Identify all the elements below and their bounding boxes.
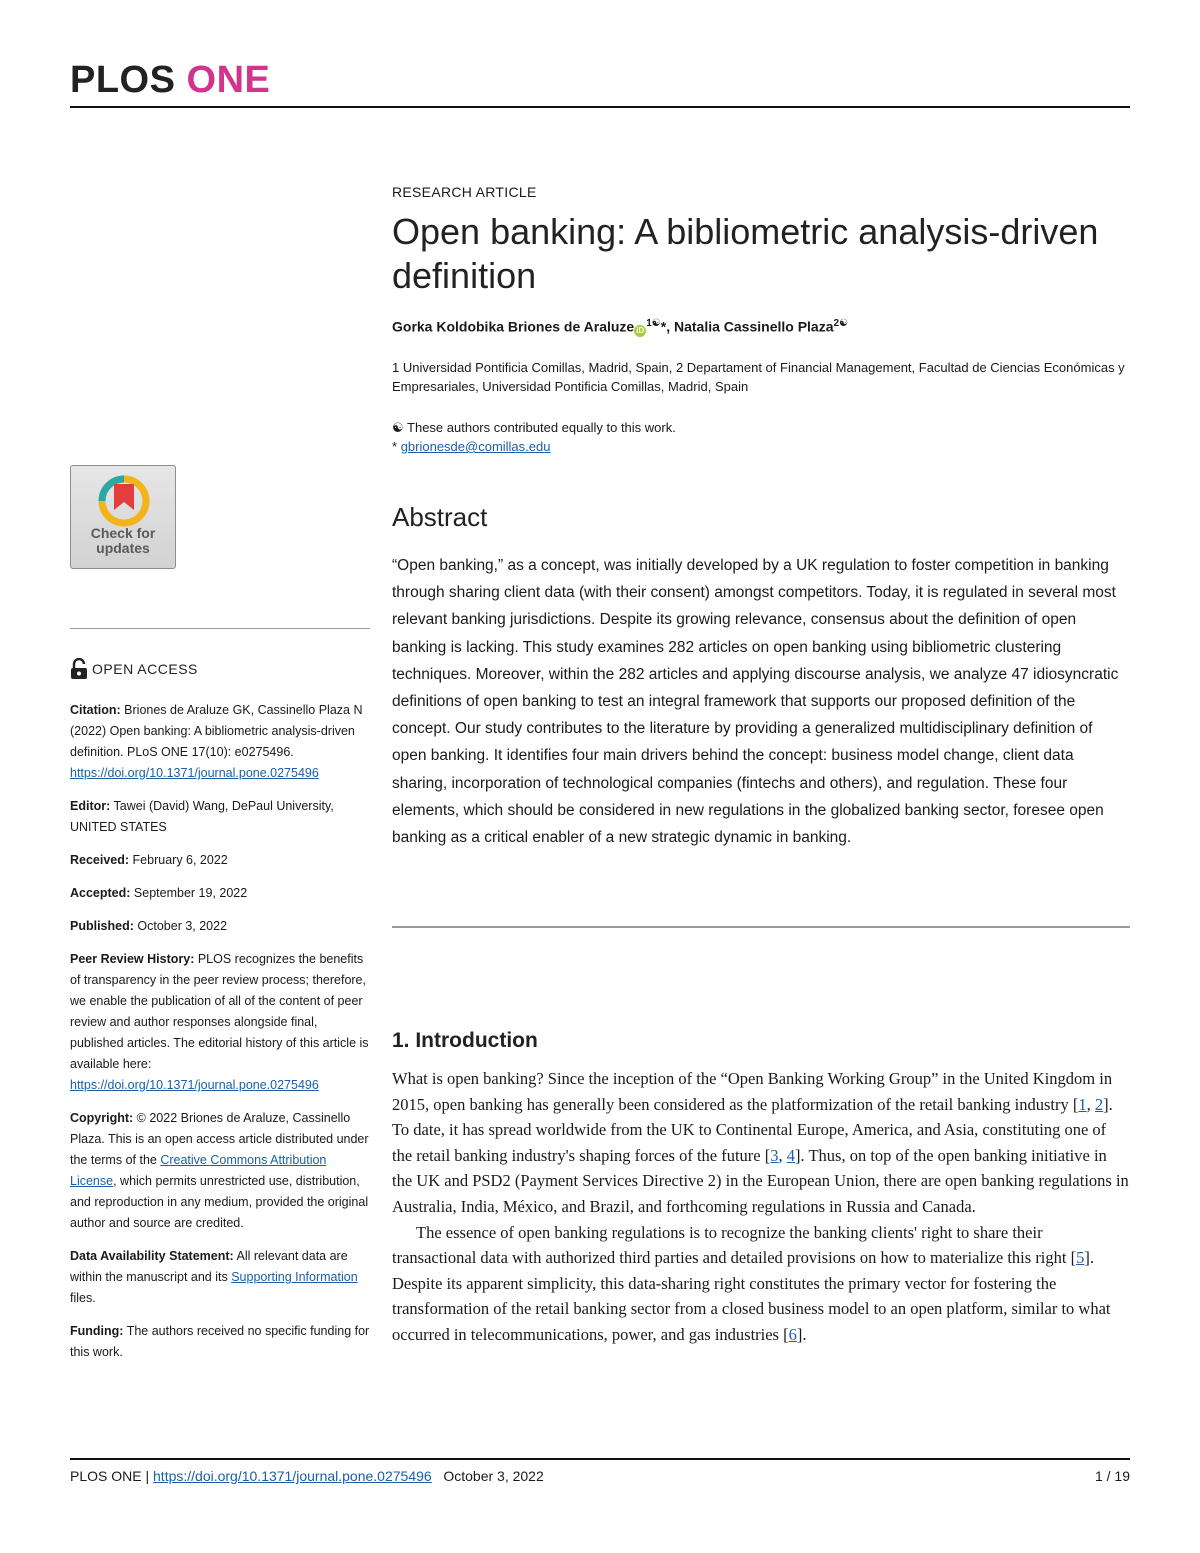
published-date: Published: October 3, 2022 bbox=[70, 919, 228, 933]
author-1[interactable]: Gorka Koldobika Briones de Araluze bbox=[392, 318, 635, 335]
equal-contribution-note: ☯ These authors contributed equally to this work. bbox=[392, 420, 676, 435]
article-title: Open banking: A bibliometric analysis-driven definition bbox=[392, 211, 1099, 296]
copyright: Copyright: © 2022 Briones de Araluze, Cassinello Plaza. This is an open access article distributed under the terms of the Creative Commons Attribution License, which permits unrestricted use, distribution, and reproduction in any medium, provided the original author and source are credited. bbox=[70, 1111, 369, 1230]
email-link[interactable]: gbrionesde@comillas.edu bbox=[400, 439, 551, 454]
ref-link[interactable]: 6 bbox=[788, 1324, 797, 1344]
header-divider bbox=[70, 106, 1130, 108]
corresponding-author: * gbrionesde@comillas.edu bbox=[392, 439, 551, 454]
ref-link[interactable]: 4 bbox=[786, 1145, 795, 1165]
footer-doi-link[interactable]: https://doi.org/10.1371/journal.pone.0275496 bbox=[153, 1468, 432, 1484]
logo-one: ONE bbox=[186, 59, 271, 101]
logo-plos: PLOS bbox=[70, 59, 176, 101]
introduction-heading: 1. Introduction bbox=[392, 1029, 538, 1052]
ref-link[interactable]: 5 bbox=[1076, 1248, 1085, 1268]
editor: Editor: Tawei (David) Wang, DePaul University, UNITED STATES bbox=[70, 799, 334, 834]
ref-link[interactable]: 1 bbox=[1078, 1094, 1087, 1114]
intro-paragraph-2: The essence of open banking regulations is to recognize the banking clients' right to share their transactional data with authorized third parties and detailed provisions on how to materialize this right [5]. Despite its apparent simplicity, this data-sharing right constitutes the primary vector for fostering the transformation of the retail banking sector from a closed business model to an open platform, similar to what occurred in telecommunications, power, and gas industries [6]. bbox=[392, 1222, 1111, 1344]
abstract-divider bbox=[392, 926, 1130, 928]
accepted-date: Accepted: September 19, 2022 bbox=[70, 886, 248, 900]
footer-divider bbox=[70, 1458, 1130, 1460]
abstract-heading: Abstract bbox=[392, 502, 488, 532]
citation-doi-link[interactable]: https://doi.org/10.1371/journal.pone.0275496 bbox=[70, 766, 319, 780]
supporting-information-link[interactable]: Supporting Information bbox=[231, 1270, 358, 1284]
page-footer: PLOS ONE | https://doi.org/10.1371/journal.pone.0275496 October 3, 2022 1 / 19 bbox=[70, 1468, 1130, 1484]
peer-review-history: Peer Review History: PLOS recognizes the benefits of transparency in the peer review process; therefore, we enable the publication of all of the content of peer review and author responses alongside final, published articles. The editorial history of this article is available here: https://doi.org/10.1371/journal.pone.0275496 bbox=[70, 952, 369, 1092]
check-for-updates-badge[interactable] bbox=[70, 465, 176, 569]
open-access-text: OPEN ACCESS bbox=[92, 661, 198, 677]
abstract-text: “Open banking,” as a concept, was initially developed by a UK regulation to foster competition in banking through sharing client data (with their consent) amongst competitors. Today, it is regulated in several most relevant banking jurisdictions. Despite its growing relevance, consensus about the definition of open banking is lacking. This study examines 282 articles on open banking using bibliometric clustering techniques. Moreover, within the 282 articles and applying discourse analysis, we analyze 47 idiosyncratic definitions of open banking to test an integral framework that supports our proposed definition of the concept. Our study contributes to the literature by providing a generalized multidisciplinary definition of open banking. It identifies four main drivers behind the concept: business model change, client data sharing, incorporation of technological companies (fintechs and others), and regulation. These four elements, which should be considered in new regulations in the globalized banking sector, foresee open banking as a critical enabler of a new strategic dynamic in banking. bbox=[392, 557, 1119, 847]
peer-review-link[interactable]: https://doi.org/10.1371/journal.pone.0275496 bbox=[70, 1078, 319, 1092]
ref-link[interactable]: 3 bbox=[770, 1145, 779, 1165]
introduction-body bbox=[392, 1066, 1130, 1348]
author-notes bbox=[392, 418, 1130, 456]
footer-journal: PLOS ONE bbox=[70, 1468, 142, 1484]
badge-text: Check for updates bbox=[90, 525, 156, 556]
article-metadata bbox=[70, 700, 370, 1375]
left-column-divider bbox=[70, 628, 370, 629]
author-list: Gorka Koldobika Briones de Araluze $iD^{1☯}*$, Natalia Cassinello Plaza$^{2☯}$ bbox=[392, 318, 849, 335]
crossmark-icon bbox=[97, 474, 151, 528]
open-lock-icon bbox=[70, 658, 88, 680]
plos-one-logo bbox=[70, 58, 270, 102]
data-availability: Data Availability Statement: All relevant data are within the manuscript and its Supporting Information files. bbox=[70, 1249, 358, 1305]
ref-link[interactable]: 2 bbox=[1094, 1094, 1104, 1114]
intro-paragraph-1: What is open banking? Since the inception of the “Open Banking Working Group” in the United Kingdom in 2015, open banking has generally been considered as the platformization of the retail banking industry [1, 2]. To date, it has spread worldwide from the UK to Continental Europe, America, and Asia, constituting one of the retail banking industry's shaping forces of the future [3, 4]. Thus, on top of the open banking initiative in the UK and PSD2 (Payment Services Directive 2) in the European Union, there are open banking regulations in Australia, India, México, and Brazil, and forthcoming regulations in Russia and Canada. bbox=[392, 1069, 1129, 1216]
funding: Funding: The authors received no specific funding for this work. bbox=[70, 1324, 370, 1359]
author-2[interactable]: Natalia Cassinello Plaza bbox=[673, 318, 834, 335]
orcid-icon[interactable]: iD bbox=[636, 325, 645, 335]
affiliations: 1 Universidad Pontificia Comillas, Madrid, Spain, 2 Departament of Financial Management, Facultad de Ciencias Económicas y Empresariales, Universidad Pontificia Comillas, Madrid, Spain bbox=[392, 360, 1125, 394]
creative-commons-link[interactable]: Creative Commons Attribution License bbox=[70, 1153, 327, 1188]
open-access-label bbox=[70, 658, 198, 680]
article-type: RESEARCH ARTICLE bbox=[392, 184, 537, 200]
citation: Citation: Briones de Araluze GK, Cassinello Plaza N (2022) Open banking: A bibliometric analysis-driven definition. PLoS ONE 17(10): e0275496. https://doi.org/10.1371/journal.pone.0275496 bbox=[70, 703, 363, 780]
page-number: 1 / 19 bbox=[1094, 1468, 1130, 1484]
footer-date: October 3, 2022 bbox=[443, 1468, 544, 1484]
received-date: Received: February 6, 2022 bbox=[70, 853, 228, 867]
